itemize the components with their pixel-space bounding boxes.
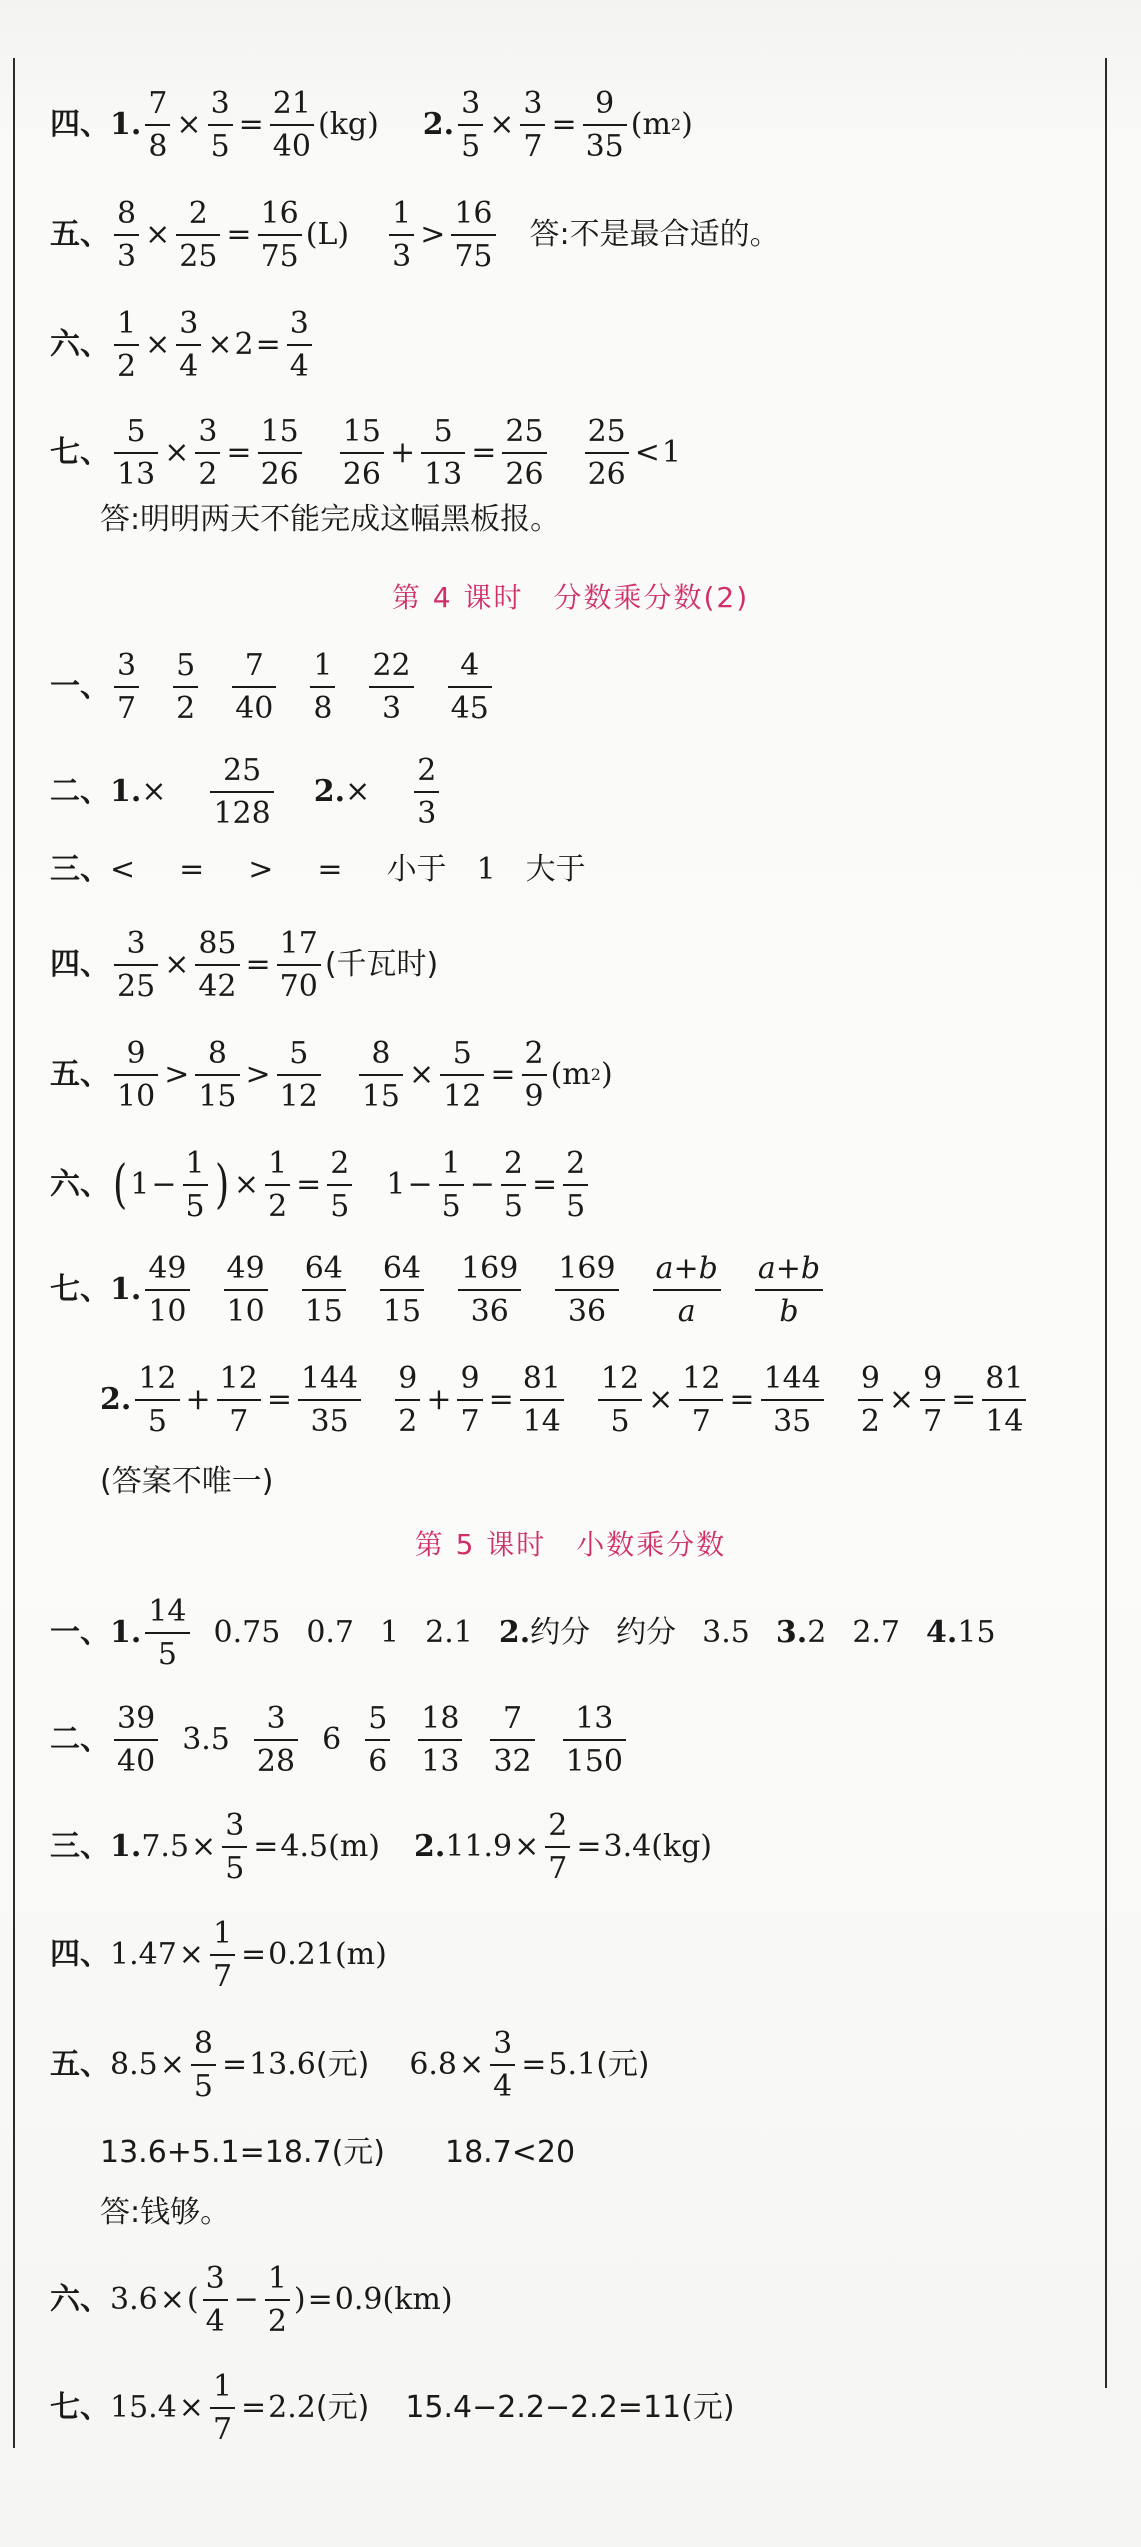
q5-answer: 答:不是最合适的。 <box>529 217 780 252</box>
s3-q5-answer-line <box>100 2183 230 2243</box>
fraction: $\frac{49}{10}$ <box>224 1252 268 1328</box>
s2-q7-1-line: 七、 1. $\frac{49}{10}$ $\frac{49}{10}$ $\frac{64}{15}$ $\frac{64}{15}$ $\frac{169}{36}$ $\frac{169}{36}$ $\frac{a+b}{a}$ $\frac{a+b}{b}$ <box>50 1240 827 1340</box>
fraction: $\frac{7}{8}$ <box>145 87 170 163</box>
fraction: $\frac{3}{4}$ <box>176 307 201 383</box>
s3-q7-line: 七、 15.4 × $\frac{1}{7}$ = 2.2 (元) 15.4−2.2−2.2=11(元) <box>50 2368 735 2447</box>
s2-q7-2-line: 2. $\frac{12}{5}$ + $\frac{12}{7}$ = $\frac{144}{35}$ $\frac{9}{2}$ + $\frac{9}{7}$ = $\frac{81}{14}$ $\frac{12}{5}$ × $\frac{12}{7}$ = $\frac{144}{35}$ $\frac{9}{2}$ × $\frac{9}{7}$ = $\frac{81}{14}$ <box>100 1350 1030 1450</box>
fraction: $\frac{12}{5}$ <box>598 1362 642 1438</box>
fraction: $\frac{1}{2}$ <box>265 2262 290 2338</box>
fraction: $\frac{12}{7}$ <box>217 1362 261 1438</box>
q6-line: 六、 $\frac{1}{2}$ × $\frac{3}{4}$ × 2 = $\frac{3}{4}$ <box>50 295 316 395</box>
label-er: 二、 <box>50 774 110 809</box>
fraction: $\frac{8}{3}$ <box>114 197 139 273</box>
s2-note-line <box>100 1452 273 1512</box>
fraction: $\frac{1}{8}$ <box>310 649 335 725</box>
s2-q6-line: 六、 ( 1 − $\frac{1}{5}$ ) × $\frac{1}{2}$ = $\frac{2}{5}$ 1 − $\frac{1}{5}$ − $\frac{2}{5}$ = $\frac{2}{5}$ <box>50 1135 592 1235</box>
fraction: $\frac{2}{5}$ <box>563 1147 588 1223</box>
fraction: $\frac{2}{7}$ <box>545 1809 570 1885</box>
fraction: $\frac{7}{40}$ <box>232 649 276 725</box>
fraction: $\frac{3}{25}$ <box>114 927 158 1003</box>
fraction: $\frac{17}{70}$ <box>277 927 321 1003</box>
fraction: $\frac{2}{25}$ <box>176 197 220 273</box>
fraction: $\frac{5}{2}$ <box>173 649 198 725</box>
s2-q3-line: 三、 < = > = 小于 1 大于 <box>50 852 586 887</box>
s3-q4-line: 四、 1.47 × $\frac{1}{7}$ = 0.21 (m) <box>50 1915 387 1994</box>
fraction: $\frac{1}{5}$ <box>183 1147 208 1223</box>
q7-answer: 答:明明两天不能完成这幅黑板报。 <box>100 502 561 537</box>
fraction: $\frac{2}{9}$ <box>522 1037 547 1113</box>
fraction: $\frac{144}{35}$ <box>298 1362 361 1438</box>
fraction: $\frac{5}{12}$ <box>440 1037 484 1113</box>
fraction: $\frac{5}{13}$ <box>421 415 465 491</box>
fraction: $\frac{3}{4}$ <box>490 2027 515 2103</box>
s2-q2-line: 二、 1. × $\frac{25}{128}$ 2. × $\frac{2}{3}$ <box>50 742 443 842</box>
fraction: $\frac{a+b}{b}$ <box>755 1252 823 1328</box>
q7-line: 七、 $\frac{5}{13}$ × $\frac{3}{2}$ = $\frac{15}{26}$ $\frac{15}{26}$ + $\frac{5}{13}$ = $\frac{25}{26}$ $\frac{25}{26}$ < 1 <box>50 413 682 492</box>
fraction: $\frac{13}{150}$ <box>563 1702 626 1778</box>
lesson4-heading: 第 4 课时 分数乘分数(2) <box>391 581 750 614</box>
fraction: $\frac{1}{5}$ <box>439 1147 464 1223</box>
s2-q5-line: 五、 $\frac{9}{10}$ > $\frac{8}{15}$ > $\frac{5}{12}$ $\frac{8}{15}$ × $\frac{5}{12}$ = $\frac{2}{9}$ (m 2 ) <box>50 1035 613 1114</box>
fraction: $\frac{1}{2}$ <box>265 1147 290 1223</box>
fraction: $\frac{3}{5}$ <box>458 87 483 163</box>
fraction: $\frac{1}{3}$ <box>389 197 414 273</box>
s3-q1-line: 一、 1. $\frac{14}{5}$ 0.75 0.7 1 2.1 2. 约分 约分 3.5 3. 2 2.7 4. 15 <box>50 1593 996 1672</box>
fraction: $\frac{1}{2}$ <box>114 307 139 383</box>
fraction: $\frac{16}{75}$ <box>258 197 302 273</box>
fraction: $\frac{39}{40}$ <box>114 1702 158 1778</box>
fraction: $\frac{169}{36}$ <box>555 1252 618 1328</box>
left-margin-rule <box>13 58 15 2448</box>
fraction: $\frac{81}{14}$ <box>982 1362 1026 1438</box>
s3-q2-line: 二、 $\frac{39}{40}$ 3.5 $\frac{3}{28}$ 6 $\frac{5}{6}$ $\frac{18}{13}$ $\frac{7}{32}$ $\frac{13}{150}$ <box>50 1690 630 1790</box>
s3-q3-line: 三、 1. 7.5 × $\frac{3}{5}$ = 4.5 (m) 2. 11.9 × $\frac{2}{7}$ = 3.4 (kg) <box>50 1807 713 1886</box>
s2-q1-line <box>50 637 496 737</box>
fraction: $\frac{4}{45}$ <box>448 649 492 725</box>
fraction: $\frac{8}{15}$ <box>195 1037 239 1113</box>
fraction: $\frac{a+b}{a}$ <box>653 1252 721 1328</box>
num-1: 1. <box>110 107 142 142</box>
fraction: $\frac{2}{5}$ <box>501 1147 526 1223</box>
fraction: $\frac{9}{2}$ <box>858 1362 883 1438</box>
fraction: $\frac{21}{40}$ <box>270 87 314 163</box>
fraction: $\frac{18}{13}$ <box>418 1702 462 1778</box>
fraction: $\frac{15}{26}$ <box>340 415 384 491</box>
label-wu: 五、 <box>50 217 110 252</box>
fraction: $\frac{3}{5}$ <box>208 87 233 163</box>
fraction: $\frac{9}{10}$ <box>114 1037 158 1113</box>
q7-answer-line <box>100 490 560 550</box>
fraction: $\frac{81}{14}$ <box>520 1362 564 1438</box>
num-2: 2. <box>422 107 455 142</box>
fraction: $\frac{15}{26}$ <box>258 415 302 491</box>
fraction: $\frac{85}{42}$ <box>195 927 239 1003</box>
fraction: $\frac{5}{12}$ <box>277 1037 321 1113</box>
fraction: $\frac{9}{35}$ <box>583 87 627 163</box>
fraction: $\frac{169}{36}$ <box>458 1252 521 1328</box>
fraction: $\frac{64}{15}$ <box>302 1252 346 1328</box>
label-liu: 六、 <box>50 327 110 362</box>
fraction: $\frac{25}{26}$ <box>585 415 629 491</box>
fraction: $\frac{3}{28}$ <box>254 1702 298 1778</box>
fraction: $\frac{12}{7}$ <box>679 1362 723 1438</box>
s2-q4-line: 四、 $\frac{3}{25}$ × $\frac{85}{42}$ = $\frac{17}{70}$ (千瓦时) <box>50 925 439 1004</box>
fraction: $\frac{8}{5}$ <box>191 2027 216 2103</box>
fraction: $\frac{3}{4}$ <box>287 307 312 383</box>
answer-not-unique-note: (答案不唯一) <box>100 1464 274 1499</box>
fraction: $\frac{2}{5}$ <box>327 1147 352 1223</box>
fraction: $\frac{8}{15}$ <box>359 1037 403 1113</box>
s3-q5-line2: 13.6+5.1=18.7(元) 18.7<20 <box>100 2135 576 2170</box>
fraction: $\frac{22}{3}$ <box>369 649 413 725</box>
fraction: $\frac{5}{13}$ <box>114 415 158 491</box>
s3-q6-line: 六、 3.6 × ( $\frac{3}{4}$ − $\frac{1}{2}$ ) = 0.9 (km) <box>50 2260 453 2339</box>
fraction: $\frac{49}{10}$ <box>145 1252 189 1328</box>
fraction: $\frac{9}{7}$ <box>457 1362 482 1438</box>
fraction: $\frac{5}{6}$ <box>365 1702 390 1778</box>
fraction: $\frac{9}{7}$ <box>920 1362 945 1438</box>
fraction: $\frac{12}{5}$ <box>135 1362 179 1438</box>
fraction: $\frac{144}{35}$ <box>761 1362 824 1438</box>
s3-q5-line: 五、 8.5 × $\frac{8}{5}$ = 13.6 (元) 6.8 × $\frac{3}{4}$ = 5.1 (元) <box>50 2025 650 2104</box>
label-si: 四、 <box>50 107 110 142</box>
fraction: $\frac{3}{2}$ <box>195 415 220 491</box>
fraction: $\frac{25}{128}$ <box>210 754 273 830</box>
q5-line: 五、 $\frac{8}{3}$ × $\frac{2}{25}$ = $\frac{16}{75}$ (L) $\frac{1}{3}$ > $\frac{16}{75}$ 答:不是最合适的。 <box>50 195 780 274</box>
fraction: $\frac{25}{26}$ <box>502 415 546 491</box>
q4-line: 四、 1. $\frac{7}{8}$ × $\frac{3}{5}$ = $\frac{21}{40}$ (kg) 2. $\frac{3}{5}$ × $\frac{3}{7}$ = $\frac{9}{35}$ (m 2 ) <box>50 85 693 164</box>
fraction: $\frac{2}{3}$ <box>414 754 439 830</box>
fraction: $\frac{3}{7}$ <box>114 649 139 725</box>
fraction: $\frac{3}{7}$ <box>520 87 545 163</box>
label-yi: 一、 <box>50 669 110 704</box>
lesson5-heading: 第 5 课时 小数乘分数 <box>414 1528 727 1561</box>
label-san: 三、 <box>50 852 110 887</box>
fraction: $\frac{7}{32}$ <box>490 1702 534 1778</box>
right-margin-rule <box>1105 58 1107 2388</box>
fraction: $\frac{1}{7}$ <box>210 2370 235 2446</box>
fraction: $\frac{3}{4}$ <box>203 2262 228 2338</box>
fraction: $\frac{14}{5}$ <box>145 1595 189 1671</box>
q5-answer-enough-money: 答:钱够。 <box>100 2195 231 2230</box>
fraction: $\frac{9}{2}$ <box>395 1362 420 1438</box>
fraction: $\frac{64}{15}$ <box>380 1252 424 1328</box>
fraction: $\frac{3}{5}$ <box>222 1809 247 1885</box>
label-qi: 七、 <box>50 435 110 470</box>
fraction: $\frac{16}{75}$ <box>451 197 495 273</box>
fraction: $\frac{1}{7}$ <box>210 1917 235 1993</box>
